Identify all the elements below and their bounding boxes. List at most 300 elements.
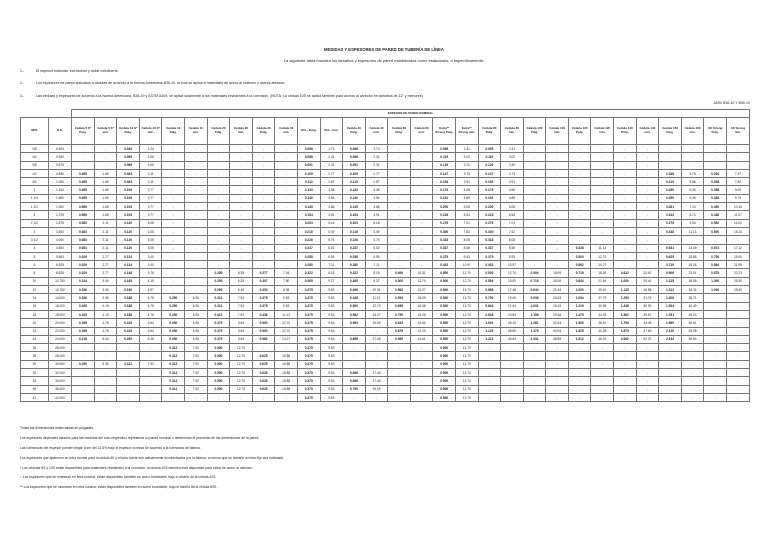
thickness-cell: 0.148: [117, 269, 140, 277]
thickness-cell: 1.875: [614, 327, 637, 335]
thickness-cell: -: [636, 393, 659, 401]
thickness-cell: 3.20: [456, 161, 479, 169]
thickness-cell: -: [162, 261, 185, 269]
thickness-cell: -: [726, 145, 749, 153]
footnote: * Las cédulas 5S y 10S están disponibles para materiales resistentes a la corrosión, la cédula 10S también está disponible para tubos de acero al carbono.: [20, 466, 253, 470]
thickness-cell: 0.594: [478, 277, 501, 285]
thickness-cell: 0.134: [117, 261, 140, 269]
thickness-cell: 0.844: [568, 277, 591, 285]
thickness-cell: -: [614, 186, 637, 194]
thickness-cell: -: [681, 161, 704, 169]
thickness-cell: 2.125: [659, 327, 682, 335]
od-cell: 1.050: [48, 178, 71, 186]
thickness-cell: -: [636, 211, 659, 219]
thickness-cell: -: [72, 145, 95, 153]
thickness-cell: 0.113: [343, 178, 366, 186]
column-header: Cédula 100 Pulg.: [523, 118, 546, 145]
thickness-cell: -: [275, 145, 298, 153]
thickness-cell: 1.000: [704, 277, 727, 285]
thickness-cell: -: [636, 186, 659, 194]
thickness-cell: 0.688: [343, 369, 366, 377]
thickness-cell: -: [410, 236, 433, 244]
thickness-cell: 0.109: [72, 269, 95, 277]
thickness-cell: -: [591, 178, 614, 186]
thickness-cell: 0.500: [252, 319, 275, 327]
thickness-cell: 0.250: [207, 269, 230, 277]
thickness-cell: -: [523, 153, 546, 161]
thickness-cell: 6.35: [230, 277, 253, 285]
thickness-cell: -: [636, 344, 659, 352]
thickness-cell: 3.91: [320, 211, 343, 219]
thickness-cell: 5.49: [365, 227, 388, 235]
thickness-cell: -: [704, 335, 727, 343]
thickness-cell: 0.500: [433, 277, 456, 285]
column-header: Cédula 20 mm.: [230, 118, 253, 145]
document-title: MEDIDAS Y ESPESORES DE PARED DE TUBERÍA DE LÍNEA: [324, 47, 444, 52]
thickness-cell: 0.375: [297, 385, 320, 393]
thickness-cell: -: [230, 203, 253, 211]
column-header: Cédula 10 S* Pulg.: [117, 118, 140, 145]
thickness-cell: -: [614, 352, 637, 360]
thickness-cell: -: [614, 344, 637, 352]
thickness-cell: 8.56: [501, 244, 524, 252]
band-header: ESPESOR DE PARED NOMINAL: [72, 110, 750, 118]
thickness-cell: -: [162, 161, 185, 169]
thickness-cell: 0.375: [297, 327, 320, 335]
thickness-cell: 31.75: [636, 294, 659, 302]
thickness-cell: 0.312: [162, 377, 185, 385]
thickness-cell: 0.188: [117, 302, 140, 310]
thickness-cell: -: [614, 252, 637, 260]
note-number: 3.-: [20, 94, 25, 98]
thickness-cell: 0.719: [568, 269, 591, 277]
nps-cell: 22: [21, 327, 49, 335]
thickness-cell: -: [162, 236, 185, 244]
thickness-cell: 0.375: [252, 294, 275, 302]
thickness-cell: 0.406: [343, 286, 366, 294]
thickness-cell: -: [591, 393, 614, 401]
thickness-cell: -: [546, 211, 569, 219]
thickness-cell: 1.219: [568, 302, 591, 310]
thickness-cell: 53.98: [681, 327, 704, 335]
nps-cell: 1: [21, 186, 49, 194]
thickness-cell: -: [681, 377, 704, 385]
thickness-cell: 9.53: [501, 252, 524, 260]
thickness-cell: 7.62: [501, 227, 524, 235]
column-header: Cédula 160 Pulg.: [659, 118, 682, 145]
thickness-cell: 0.237: [297, 244, 320, 252]
thickness-cell: -: [252, 153, 275, 161]
nps-cell: 12: [21, 286, 49, 294]
thickness-cell: 10.97: [501, 261, 524, 269]
thickness-cell: -: [591, 186, 614, 194]
thickness-cell: 7.92: [185, 352, 208, 360]
thickness-cell: 4.85: [456, 194, 479, 202]
thickness-cell: 2.41: [456, 145, 479, 153]
thickness-cell: -: [614, 360, 637, 368]
column-header: Cédula 80 mm.: [501, 118, 524, 145]
thickness-cell: -: [207, 203, 230, 211]
thickness-cell: -: [410, 393, 433, 401]
thickness-cell: -: [185, 227, 208, 235]
thickness-cell: 26.19: [546, 302, 569, 310]
thickness-cell: -: [207, 393, 230, 401]
thickness-cell: -: [546, 194, 569, 202]
thickness-cell: 0.500: [207, 360, 230, 368]
thickness-cell: 0.218: [433, 211, 456, 219]
thickness-cell: -: [388, 252, 411, 260]
thickness-cell: 0.068: [343, 145, 366, 153]
thickness-cell: -: [185, 169, 208, 177]
thickness-cell: -: [726, 352, 749, 360]
thickness-cell: 0.250: [162, 310, 185, 318]
od-cell: 6.625: [48, 261, 71, 269]
thickness-cell: 1.094: [568, 294, 591, 302]
thickness-cell: 3.05: [139, 236, 162, 244]
thickness-cell: 1.65: [94, 203, 117, 211]
thickness-cell: -: [568, 344, 591, 352]
thickness-cell: -: [478, 393, 501, 401]
column-header: Std.– mm.: [320, 118, 343, 145]
thickness-cell: 0.969: [388, 335, 411, 343]
thickness-cell: 4.57: [139, 286, 162, 294]
thickness-cell: -: [185, 194, 208, 202]
thickness-cell: 9.53: [681, 219, 704, 227]
thickness-cell: 0.500: [433, 269, 456, 277]
table-row: [21, 360, 750, 368]
thickness-cell: 0.109: [117, 194, 140, 202]
thickness-cell: 4.78: [94, 319, 117, 327]
thickness-cell: 7.92: [185, 377, 208, 385]
thickness-cell: 0.312: [117, 360, 140, 368]
thickness-cell: 9.53: [230, 319, 253, 327]
thickness-cell: -: [207, 244, 230, 252]
thickness-cell: -: [659, 393, 682, 401]
thickness-cell: 5.54: [94, 335, 117, 343]
thickness-cell: 3.91: [456, 178, 479, 186]
thickness-cell: 0.065: [72, 211, 95, 219]
thickness-cell: 0.219: [659, 178, 682, 186]
thickness-cell: 9.53: [275, 294, 298, 302]
thickness-cell: 1.65: [139, 161, 162, 169]
thickness-cell: -: [343, 352, 366, 360]
thickness-cell: 36.53: [636, 302, 659, 310]
thickness-cell: -: [636, 385, 659, 393]
thickness-cell: -: [230, 178, 253, 186]
thickness-cell: -: [388, 236, 411, 244]
thickness-cell: 5.16: [320, 219, 343, 227]
thickness-cell: 0.500: [207, 352, 230, 360]
table-row: [21, 377, 750, 385]
thickness-cell: 1.312: [659, 286, 682, 294]
thickness-cell: 4.78: [94, 327, 117, 335]
thickness-cell: -: [72, 352, 95, 360]
thickness-cell: 47.63: [636, 327, 659, 335]
thickness-cell: 0.065: [72, 169, 95, 177]
thickness-cell: 0.188: [72, 319, 95, 327]
thickness-cell: 0.109: [117, 211, 140, 219]
od-cell: 14.000: [48, 294, 71, 302]
thickness-cell: 5.49: [320, 227, 343, 235]
thickness-cell: -: [275, 186, 298, 194]
thickness-cell: 0.250: [659, 186, 682, 194]
od-cell: 24.000: [48, 335, 71, 343]
thickness-cell: -: [388, 219, 411, 227]
thickness-cell: -: [568, 360, 591, 368]
thickness-cell: -: [546, 244, 569, 252]
thickness-cell: 0.436: [704, 211, 727, 219]
thickness-cell: -: [139, 344, 162, 352]
thickness-cell: 0.179: [478, 186, 501, 194]
thickness-cell: 9.53: [320, 352, 343, 360]
thickness-cell: -: [207, 161, 230, 169]
thickness-cell: -: [546, 385, 569, 393]
thickness-cell: 0.156: [72, 286, 95, 294]
column-header: Cédula 10 S* mm.: [139, 118, 162, 145]
thickness-cell: 11.07: [726, 211, 749, 219]
thickness-cell: 9.53: [320, 302, 343, 310]
thickness-cell: -: [185, 269, 208, 277]
thickness-cell: 12.70: [456, 352, 479, 360]
thickness-cell: 2.87: [320, 178, 343, 186]
document-subtitle: La siguiente tabla muestra los tamaños y espesores de pared establecidos como estándares, o específicamente:: [283, 58, 485, 63]
thickness-cell: -: [523, 244, 546, 252]
thickness-cell: 2.77: [139, 194, 162, 202]
thickness-cell: 0.500: [252, 327, 275, 335]
column-header: Cédula 5 S* Pulg.: [72, 118, 95, 145]
thickness-cell: -: [252, 145, 275, 153]
thickness-cell: 1.125: [659, 277, 682, 285]
thickness-cell: 0.500: [478, 269, 501, 277]
thickness-cell: -: [636, 169, 659, 177]
thickness-cell: -: [139, 352, 162, 360]
thickness-cell: 9.53: [320, 327, 343, 335]
thickness-cell: 34.93: [591, 310, 614, 318]
thickness-cell: -: [726, 344, 749, 352]
thickness-cell: 46.02: [591, 335, 614, 343]
thickness-cell: -: [162, 269, 185, 277]
od-cell: 42.000: [48, 393, 71, 401]
thickness-cell: -: [501, 393, 524, 401]
thickness-cell: -: [230, 194, 253, 202]
thickness-cell: -: [726, 153, 749, 161]
thickness-cell: -: [162, 252, 185, 260]
thickness-cell: 0.500: [207, 344, 230, 352]
column-header: XX Strong mm.: [726, 118, 749, 145]
thickness-cell: 0.318: [478, 236, 501, 244]
thickness-cell: -: [252, 211, 275, 219]
thickness-cell: 0.088: [343, 153, 366, 161]
thickness-cell: 44.45: [636, 319, 659, 327]
thickness-cell: 0.179: [433, 186, 456, 194]
thickness-cell: 2.11: [94, 244, 117, 252]
thickness-cell: 0.109: [297, 169, 320, 177]
thickness-cell: 4.78: [139, 294, 162, 302]
thickness-cell: 20.62: [410, 319, 433, 327]
thickness-cell: 0.375: [478, 252, 501, 260]
column-header: Std.– Pulg.: [297, 118, 320, 145]
thickness-cell: -: [704, 327, 727, 335]
table-row: [21, 277, 750, 285]
thickness-cell: 0.674: [704, 244, 727, 252]
thickness-cell: 2.24: [320, 153, 343, 161]
thickness-cell: 7.01: [456, 219, 479, 227]
thickness-cell: -: [568, 219, 591, 227]
thickness-cell: 0.250: [162, 327, 185, 335]
thickness-cell: 0.250: [207, 277, 230, 285]
thickness-cell: 0.594: [523, 269, 546, 277]
thickness-cell: 11.13: [681, 227, 704, 235]
thickness-cell: -: [523, 377, 546, 385]
thickness-cell: -: [591, 385, 614, 393]
thickness-cell: -: [275, 393, 298, 401]
thickness-cell: 0.216: [343, 227, 366, 235]
thickness-cell: 8.18: [320, 269, 343, 277]
thickness-cell: -: [275, 244, 298, 252]
thickness-cell: -: [478, 352, 501, 360]
thickness-cell: 0.375: [207, 327, 230, 335]
thickness-cell: 0.500: [568, 252, 591, 260]
thickness-cell: -: [614, 227, 637, 235]
thickness-cell: 0.531: [659, 244, 682, 252]
thickness-cell: -: [185, 393, 208, 401]
thickness-cell: 0.312: [162, 344, 185, 352]
thickness-cell: 12.70: [230, 377, 253, 385]
od-cell: 26.000: [48, 344, 71, 352]
thickness-cell: 38.10: [591, 319, 614, 327]
thickness-cell: 7.92: [230, 294, 253, 302]
thickness-cell: 0.562: [388, 286, 411, 294]
nps-cell: 1/2: [21, 169, 49, 177]
column-header: XX Strong Pulg.: [704, 118, 727, 145]
thickness-cell: -: [410, 261, 433, 269]
thickness-cell: -: [591, 219, 614, 227]
thickness-cell: 28.58: [501, 327, 524, 335]
thickness-cell: 0.500: [433, 377, 456, 385]
thickness-cell: -: [207, 169, 230, 177]
thickness-cell: 0.875: [704, 269, 727, 277]
thickness-cell: -: [162, 203, 185, 211]
nps-cell: 2 1/2: [21, 219, 49, 227]
thickness-cell: 12.70: [456, 294, 479, 302]
thickness-cell: 15.88: [275, 377, 298, 385]
thickness-cell: -: [636, 252, 659, 260]
nps-cell: 36: [21, 385, 49, 393]
thickness-cell: 7.92: [139, 360, 162, 368]
thickness-cell: 0.365: [297, 277, 320, 285]
thickness-cell: -: [410, 153, 433, 161]
thickness-cell: 16.66: [410, 302, 433, 310]
nps-cell: 3 1/2: [21, 236, 49, 244]
thickness-cell: 0.188: [659, 169, 682, 177]
thickness-cell: 0.625: [252, 352, 275, 360]
thickness-cell: 7.80: [275, 277, 298, 285]
thickness-cell: 40.49: [681, 302, 704, 310]
thickness-cell: 34.93: [546, 327, 569, 335]
thickness-cell: 15.24: [726, 227, 749, 235]
thickness-cell: 0.562: [568, 261, 591, 269]
thickness-cell: 0.216: [297, 227, 320, 235]
thickness-cell: -: [704, 236, 727, 244]
thickness-cell: -: [614, 244, 637, 252]
thickness-cell: 14.02: [726, 219, 749, 227]
thickness-cell: -: [388, 153, 411, 161]
thickness-cell: 0.307: [252, 277, 275, 285]
thickness-cell: 25.40: [636, 277, 659, 285]
thickness-cell: 7.47: [726, 169, 749, 177]
thickness-cell: 3.02: [456, 153, 479, 161]
thickness-cell: -: [523, 252, 546, 260]
thickness-cell: -: [636, 244, 659, 252]
nps-cell: 3: [21, 227, 49, 235]
thickness-cell: -: [523, 227, 546, 235]
thickness-cell: 12.70: [275, 319, 298, 327]
thickness-cell: 27.79: [591, 294, 614, 302]
thickness-cell: 15.88: [275, 385, 298, 393]
thickness-cell: -: [275, 169, 298, 177]
od-cell: 32.000: [48, 369, 71, 377]
thickness-cell: -: [501, 385, 524, 393]
thickness-cell: 0.844: [478, 302, 501, 310]
thickness-cell: 0.203: [297, 219, 320, 227]
thickness-cell: 2.31: [365, 161, 388, 169]
thickness-cell: 0.688: [343, 377, 366, 385]
thickness-cell: 7.92: [185, 385, 208, 393]
header-spacer: [21, 110, 72, 118]
thickness-cell: 1.031: [523, 302, 546, 310]
od-cell: 0.540: [48, 153, 71, 161]
thickness-cell: 21.44: [546, 286, 569, 294]
thickness-cell: 0.156: [72, 294, 95, 302]
thickness-cell: 1.250: [614, 294, 637, 302]
nps-cell: 34: [21, 377, 49, 385]
thickness-cell: 0.438: [659, 227, 682, 235]
note-2: [20, 81, 285, 85]
thickness-cell: -: [614, 261, 637, 269]
thickness-cell: -: [410, 219, 433, 227]
thickness-cell: -: [185, 261, 208, 269]
thickness-cell: 4.55: [456, 186, 479, 194]
thickness-cell: -: [568, 369, 591, 377]
thickness-cell: -: [388, 161, 411, 169]
thickness-cell: 0.154: [297, 211, 320, 219]
thickness-cell: -: [659, 360, 682, 368]
od-cell: 1.660: [48, 194, 71, 202]
thickness-cell: 12.70: [501, 269, 524, 277]
thickness-cell: -: [636, 352, 659, 360]
thickness-cell: 12.70: [456, 286, 479, 294]
thickness-cell: 2.87: [365, 178, 388, 186]
table-row: [21, 310, 750, 318]
table-row: [21, 385, 750, 393]
thickness-cell: -: [591, 360, 614, 368]
thickness-cell: -: [94, 369, 117, 377]
thickness-cell: -: [614, 236, 637, 244]
thickness-cell: 9.27: [365, 277, 388, 285]
thickness-cell: -: [591, 344, 614, 352]
thickness-cell: -: [230, 145, 253, 153]
thickness-cell: 0.083: [117, 178, 140, 186]
thickness-cell: 0.068: [297, 145, 320, 153]
thickness-cell: -: [523, 161, 546, 169]
thickness-cell: 0.375: [297, 310, 320, 318]
thickness-cell: -: [726, 335, 749, 343]
thickness-cell: -: [501, 344, 524, 352]
thickness-cell: -: [726, 161, 749, 169]
thickness-cell: -: [343, 344, 366, 352]
thickness-cell: -: [568, 186, 591, 194]
thickness-cell: 9.53: [320, 294, 343, 302]
